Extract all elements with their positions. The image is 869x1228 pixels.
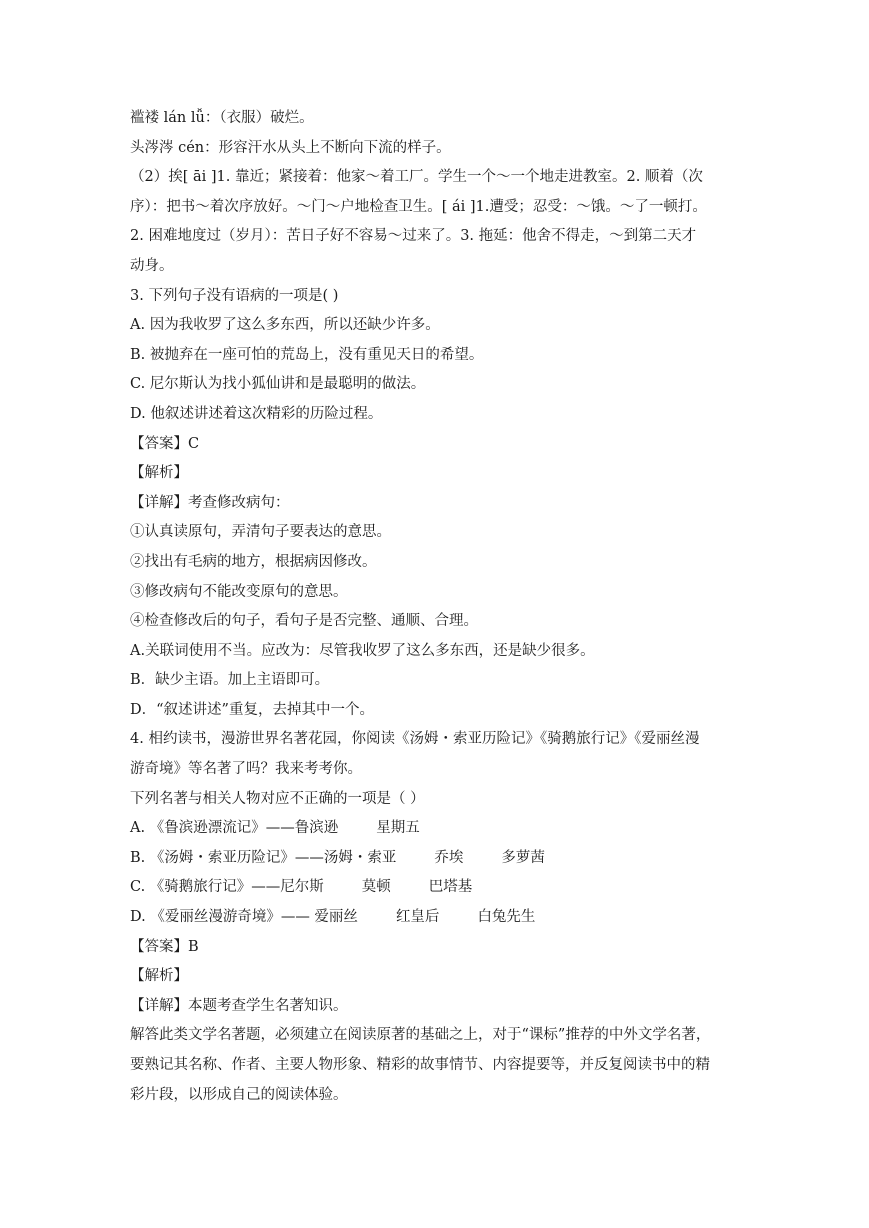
text-line: 动身。 xyxy=(130,257,174,274)
question-4-stem-cont: 游奇境》等名著了吗？我来考考你。 xyxy=(130,761,362,778)
question-3-option-b: B. 被抛弃在一座可怕的荒岛上，没有重见天日的希望。 xyxy=(130,346,484,363)
option-prefix: C. 《骑鹅旅行记》——尼尔斯 xyxy=(130,879,324,896)
text-line: 褴褛 lán lǚ：（衣服）破烂。 xyxy=(130,110,314,126)
option-item: 乔埃 xyxy=(434,849,464,866)
answer-label: 【答案】C xyxy=(130,435,200,452)
option-item: 红皇后 xyxy=(395,909,440,926)
question-4-prompt: 下列名著与相关人物对应不正确的一项是（ ） xyxy=(130,790,425,807)
detail-label: 【详解】本题考查学生名著知识。 xyxy=(130,997,348,1014)
text-line: 彩片段，以形成自己的阅读体验。 xyxy=(130,1086,348,1103)
question-4-option-a xyxy=(130,814,742,844)
question-4-option-c xyxy=(130,873,742,903)
question-4-stem: 4. 相约读书，漫游世界名著花园，你阅读《汤姆・索亚历险记》《骑鹅旅行记》《爱丽丝漫 xyxy=(130,731,700,748)
question-3-option-c: C. 尼尔斯认为找小狐仙讲和是最聪明的做法。 xyxy=(130,376,426,393)
text-line: ④检查修改后的句子，看句子是否完整、通顺、合理。 xyxy=(130,613,478,630)
document-page xyxy=(130,104,742,1110)
text-line: ③修改病句不能改变原句的意思。 xyxy=(130,583,348,600)
detail-label: 【详解】考查修改病句： xyxy=(130,494,290,511)
option-prefix: B. 《汤姆・索亚历险记》——汤姆・索亚 xyxy=(130,849,397,866)
text-line: D．“叙述讲述”重复，去掉其中一个。 xyxy=(130,701,374,718)
question-4-option-d xyxy=(130,903,742,933)
text-line: 2. 困难地度过（岁月）：苦日子好不容易～过来了。3. 拖延：他舍不得走，～到第二天才 xyxy=(130,228,697,245)
answer-label: 【答案】B xyxy=(130,938,199,955)
question-3-option-a: A. 因为我收罗了这么多东西，所以还缺少许多。 xyxy=(130,317,440,334)
text-line: （2）挨[ āi ]1. 靠近；紧接着：他家～着工厂。学生一个～一个地走进教室。2. 顺着（次 xyxy=(130,169,703,186)
text-line: ②找出有毛病的地方，根据病因修改。 xyxy=(130,553,377,570)
option-item: 多萝茜 xyxy=(501,849,545,866)
option-item: 巴塔基 xyxy=(428,879,473,896)
option-item: 莫顿 xyxy=(361,879,391,896)
question-4-option-b xyxy=(130,844,742,874)
analysis-label: 【解析】 xyxy=(130,465,188,482)
text-line: 要熟记其名称、作者、主要人物形象、精彩的故事情节、内容提要等，并反复阅读书中的精 xyxy=(130,1057,710,1073)
question-3-stem: 3. 下列句子没有语病的一项是( ) xyxy=(130,287,339,304)
option-prefix: A. 《鲁滨逊漂流记》——鲁滨逊 xyxy=(130,820,339,837)
option-item: 星期五 xyxy=(376,820,420,837)
option-item: 白兔先生 xyxy=(477,909,536,926)
text-line: 头涔涔 cén：形容汗水从头上不断向下流的样子。 xyxy=(130,139,451,156)
option-prefix: D. 《爱丽丝漫游奇境》—— 爱丽丝 xyxy=(130,909,358,926)
text-line: A.关联词使用不当。应改为：尽管我收罗了这么多东西，还是缺少很多。 xyxy=(130,642,595,659)
text-line: 序）：把书～着次序放好。～门～户地检查卫生。[ ái ]1.遭受；忍受：～饿。～了一顿打。 xyxy=(130,198,707,215)
text-line: B．缺少主语。加上主语即可。 xyxy=(130,672,330,689)
text-line: 解答此类文学名著题，必须建立在阅读原著的基础之上，对于“课标”推荐的中外文学名著， xyxy=(130,1027,711,1044)
analysis-label: 【解析】 xyxy=(130,968,188,985)
question-3-option-d: D. 他叙述讲述着这次精彩的历险过程。 xyxy=(130,405,383,422)
text-line: ①认真读原句，弄清句子要表达的意思。 xyxy=(130,524,391,541)
